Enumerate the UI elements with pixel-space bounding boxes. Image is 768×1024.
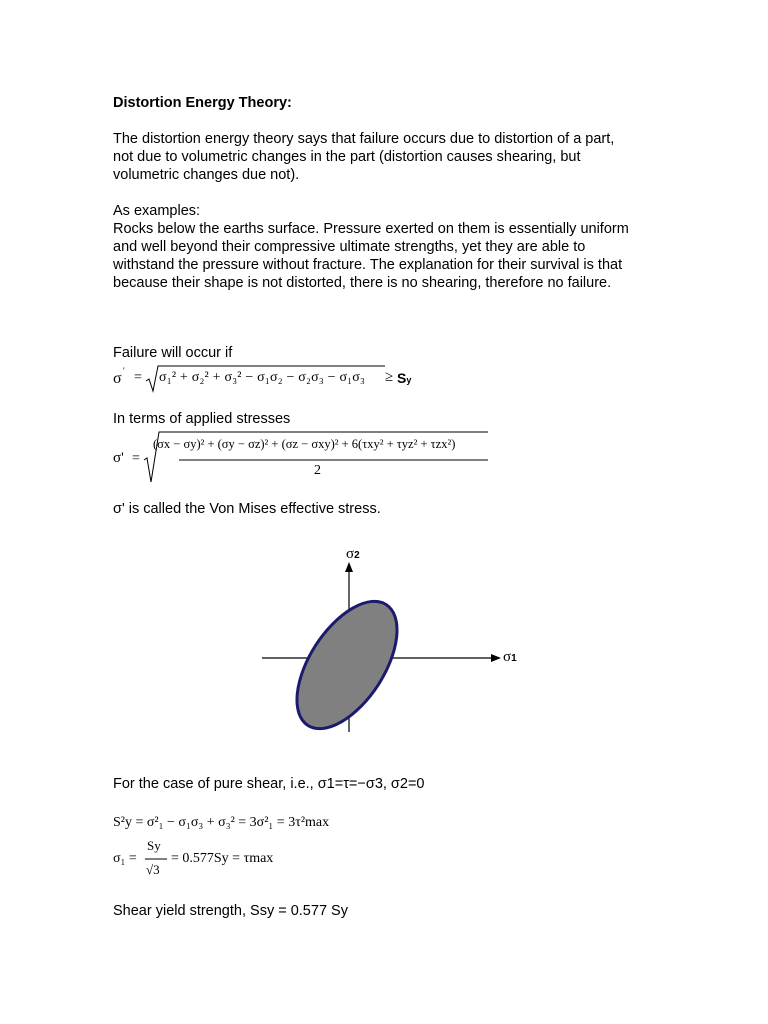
eq1-equals: = bbox=[134, 370, 142, 385]
examples-line-3: withstand the pressure without fracture. The explanation for their survival is that bbox=[113, 257, 623, 273]
eq4-numerator: Sy bbox=[147, 838, 161, 853]
sigma2-label: σ2 bbox=[346, 546, 360, 562]
examples-heading: As examples: bbox=[113, 203, 201, 219]
eq1-lhs: σ bbox=[113, 370, 122, 387]
eq1-sy: Sy bbox=[397, 370, 412, 386]
page-title: Distortion Energy Theory: bbox=[113, 95, 292, 111]
eq2-lhs: σ' bbox=[113, 450, 124, 466]
failure-text: Failure will occur if bbox=[113, 345, 233, 361]
eq1-prime: ' bbox=[123, 366, 125, 376]
eq2-numerator: (σx − σy)² + (σy − σz)² + (σz − σxy)² + 6(τxy² + τyz² + τzx²) bbox=[153, 437, 456, 451]
eq1-geq: ≥ bbox=[385, 369, 394, 385]
equation-von-mises-applied bbox=[113, 430, 493, 484]
equation-von-mises-principal bbox=[113, 364, 433, 394]
applied-stress-text: In terms of applied stresses bbox=[113, 411, 291, 427]
sigma1-arrow-icon bbox=[491, 654, 501, 662]
shear-yield-text: Shear yield strength, Ssy = 0.577 Sy bbox=[113, 903, 348, 919]
sigma1-label: σ1 bbox=[503, 649, 517, 665]
yield-ellipse-diagram bbox=[255, 540, 545, 740]
examples-line-2: and well beyond their compressive ultimate strengths, yet they are able to bbox=[113, 239, 586, 255]
intro-line-2: not due to volumetric changes in the part (distortion causes shearing, but bbox=[113, 149, 581, 165]
eq4-rhs: = 0.577Sy = τmax bbox=[171, 851, 274, 866]
eq2-equals: = bbox=[132, 451, 140, 466]
examples-line-1: Rocks below the earths surface. Pressure exerted on them is essentially uniform bbox=[113, 221, 629, 237]
intro-line-1: The distortion energy theory says that failure occurs due to distortion of a part, bbox=[113, 131, 615, 147]
examples-line-4: because their shape is not distorted, there is no shearing, therefore no failure. bbox=[113, 275, 612, 291]
eq4-fraction-bar bbox=[145, 857, 169, 861]
eq2-denominator: 2 bbox=[314, 463, 321, 478]
equation-tau-max bbox=[113, 838, 313, 882]
eq4-denominator: √3 bbox=[146, 862, 160, 877]
eq1-rhs: σ₁² + σ₂² + σ₃² − σ₁σ₂ − σ₂σ₃ − σ₁σ₃ bbox=[159, 370, 366, 385]
von-mises-text: σ' is called the Von Mises effective stress. bbox=[113, 501, 381, 517]
sigma2-arrow-icon bbox=[345, 562, 353, 572]
yield-ellipse bbox=[277, 584, 417, 740]
intro-line-3: volumetric changes due not). bbox=[113, 167, 300, 183]
pure-shear-text: For the case of pure shear, i.e., σ1=τ=−σ3, σ2=0 bbox=[113, 776, 425, 792]
eq4-lhs: σ₁ = bbox=[113, 851, 137, 866]
equation-pure-shear-sy: S²y = σ²₁ − σ₁σ₃ + σ₃² = 3σ²₁ = 3τ²max bbox=[113, 815, 330, 830]
